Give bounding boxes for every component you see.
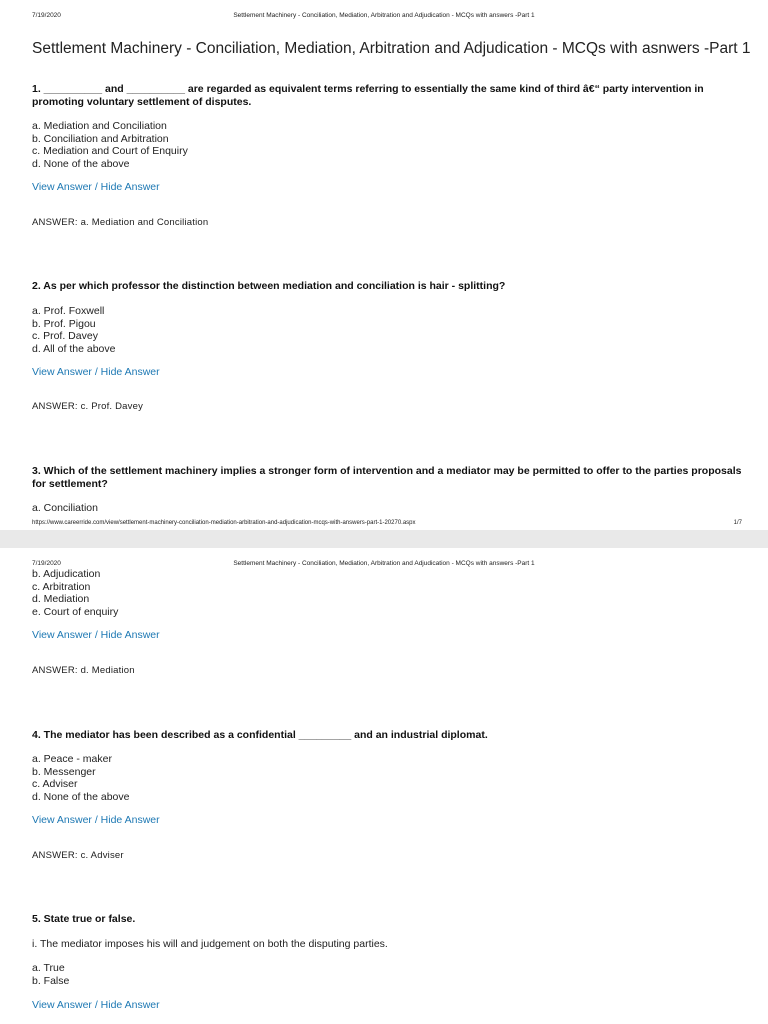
view-answer-link-2[interactable]: View Answer / Hide Answer <box>32 366 160 378</box>
question-5-text: 5. State true or false. <box>32 913 136 925</box>
option: c. Adviser <box>32 778 78 790</box>
view-answer-link-5[interactable]: View Answer / Hide Answer <box>32 999 160 1011</box>
option: a. Peace - maker <box>32 753 112 765</box>
question-2-text: 2. As per which professor the distinction between mediation and conciliation is hair - splitting? <box>32 280 506 292</box>
option: b. Messenger <box>32 765 96 778</box>
option: d. None of the above <box>32 790 130 803</box>
print-header-title: Settlement Machinery - Conciliation, Mediation, Arbitration and Adjudication - MCQs with answers -Part 1 <box>233 12 535 19</box>
option: b. Conciliation and Arbitration <box>32 132 169 145</box>
print-header-title: Settlement Machinery - Conciliation, Mediation, Arbitration and Adjudication - MCQs with answers -Part 1 <box>233 560 535 567</box>
option: a. True <box>32 962 65 974</box>
answer-1: ANSWER: a. Mediation and Conciliation <box>32 217 209 228</box>
pdf-page-2 <box>0 548 768 1024</box>
print-page-number: 1/7 <box>733 520 742 526</box>
option: b. Adjudication <box>32 568 101 580</box>
question-1-text: 1. __________ and __________ are regarded as equivalent terms referring to essentially the same kind of third â€“ party intervention in promoting voluntary settlement of disputes. <box>32 83 704 108</box>
option: b. False <box>32 974 70 987</box>
option: c. Arbitration <box>32 580 91 593</box>
answer-4: ANSWER: c. Adviser <box>32 850 124 861</box>
page-title: Settlement Machinery - Conciliation, Mediation, Arbitration and Adjudication - MCQs with asnwers -Part 1 <box>32 40 751 57</box>
question-3-options-page2 <box>32 568 118 618</box>
view-answer-link-1[interactable]: View Answer / Hide Answer <box>32 181 160 193</box>
question-5-statement: i. The mediator imposes his will and judgement on both the disputing parties. <box>32 938 388 950</box>
question-4-text: 4. The mediator has been described as a confidential _________ and an industrial diplomat. <box>32 729 488 741</box>
question-1-options <box>32 120 188 170</box>
view-answer-link-4[interactable]: View Answer / Hide Answer <box>32 814 160 826</box>
option: b. Prof. Pigou <box>32 317 96 330</box>
answer-2: ANSWER: c. Prof. Davey <box>32 401 144 412</box>
option: e. Court of enquiry <box>32 605 119 618</box>
option: d. Mediation <box>32 593 90 605</box>
question-4-options <box>32 753 130 803</box>
print-date: 7/19/2020 <box>32 12 61 19</box>
question-5-options <box>32 962 69 987</box>
option: a. Prof. Foxwell <box>32 305 105 317</box>
option: c. Mediation and Court of Enquiry <box>32 145 188 157</box>
print-footer-url: https://www.careerride.com/view/settlement-machinery-conciliation-mediation-arbitration-and-adjudication-mcqs-with-answers-part-1-20270.aspx <box>32 520 416 526</box>
option: d. None of the above <box>32 157 130 170</box>
option: a. Conciliation <box>32 502 98 514</box>
question-3-options-page1 <box>32 502 98 515</box>
option: d. All of the above <box>32 342 116 355</box>
option: a. Mediation and Conciliation <box>32 120 167 132</box>
page-separator <box>0 530 768 548</box>
question-2-options <box>32 305 115 355</box>
option: c. Prof. Davey <box>32 330 98 342</box>
view-answer-link-3[interactable]: View Answer / Hide Answer <box>32 629 160 641</box>
print-date: 7/19/2020 <box>32 560 61 567</box>
answer-3: ANSWER: d. Mediation <box>32 665 135 676</box>
question-3-text: 3. Which of the settlement machinery implies a stronger form of intervention and a mediator may be permitted to offer to the parties proposals for settlement? <box>32 465 742 490</box>
